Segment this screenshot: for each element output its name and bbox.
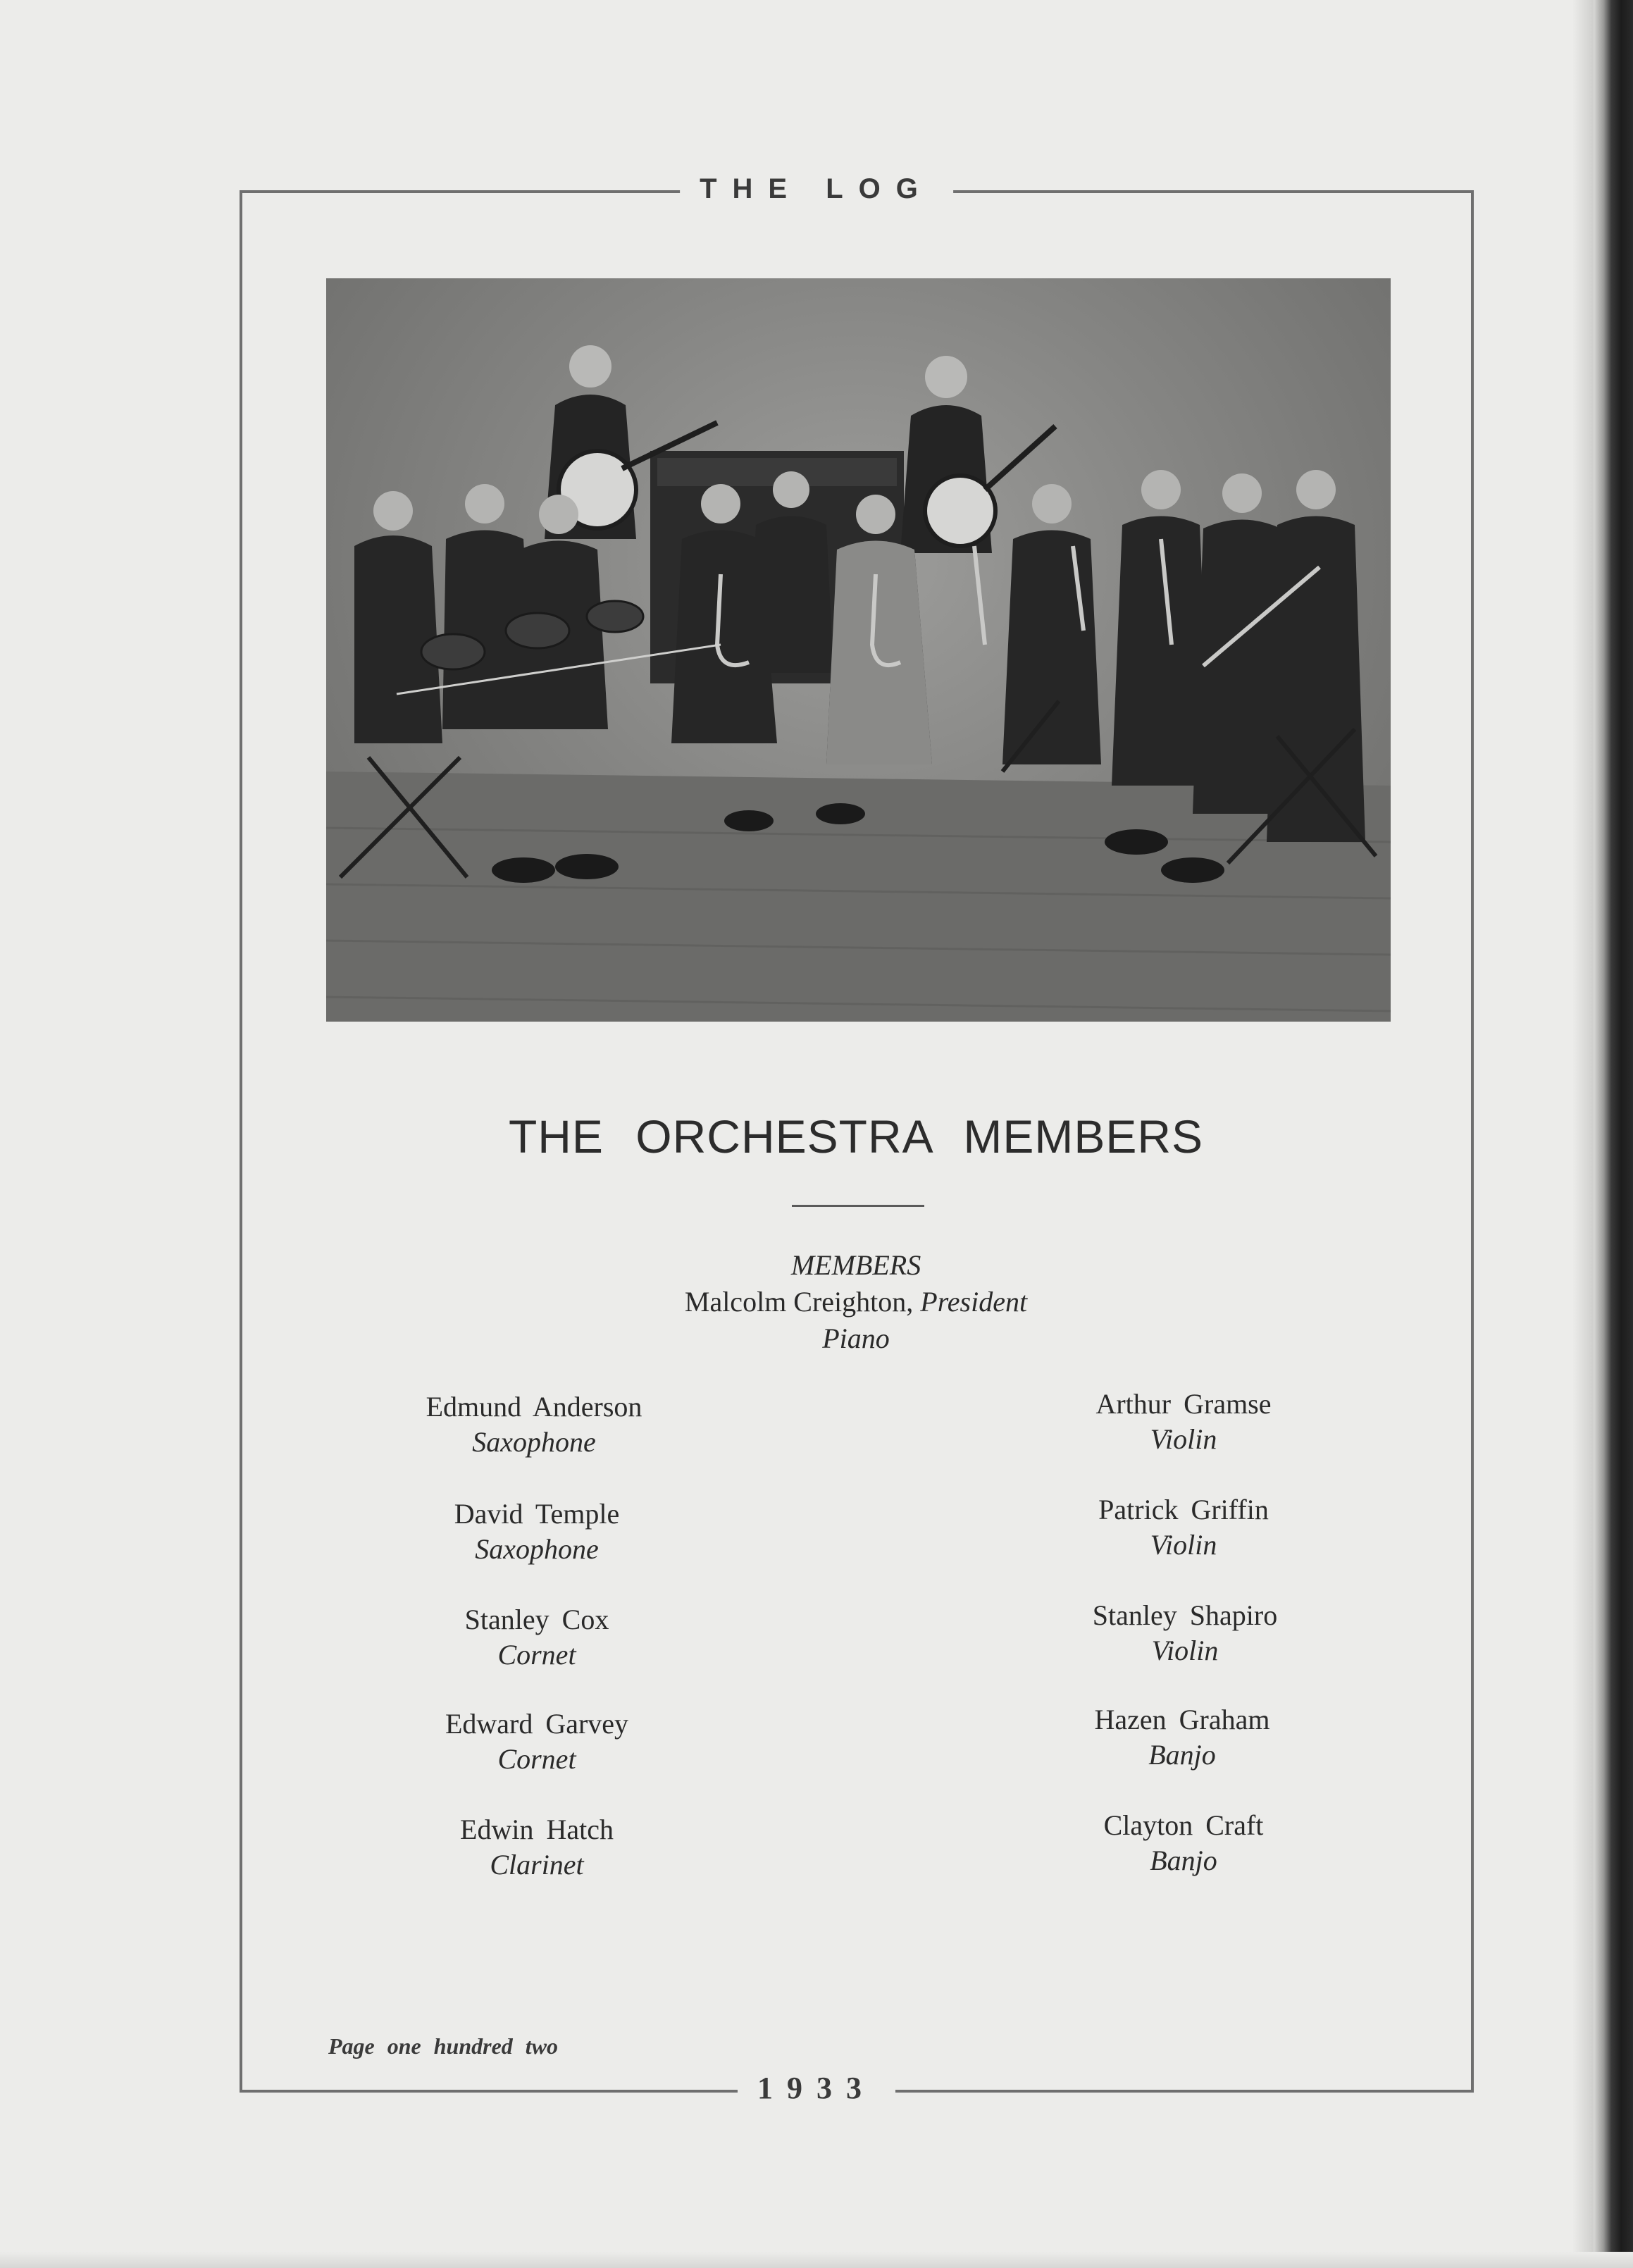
orchestra-photo [326, 278, 1391, 1022]
member-name: Clayton Craft [1103, 1809, 1264, 1841]
president-line [39, 1284, 1633, 1320]
president-instrument: Piano [822, 1322, 890, 1354]
member-instrument: Violin [1150, 1529, 1217, 1561]
member-entry [972, 1808, 1395, 1878]
member-name: Hazen Graham [1094, 1704, 1270, 1735]
president-name: Malcolm Creighton, [684, 1286, 914, 1318]
member-entry [325, 1706, 748, 1777]
member-name: Edwin Hatch [460, 1814, 614, 1845]
member-instrument: Clarinet [490, 1849, 584, 1880]
member-name: Edward Garvey [445, 1708, 629, 1740]
member-instrument: Violin [1151, 1635, 1219, 1666]
member-entry [325, 1602, 748, 1673]
member-entry [325, 1496, 748, 1567]
member-instrument: Saxophone [475, 1533, 599, 1565]
member-name: Stanley Cox [464, 1604, 609, 1635]
member-name: Arthur Gramse [1095, 1388, 1272, 1420]
member-instrument: Cornet [497, 1639, 576, 1671]
member-name: David Temple [454, 1498, 620, 1530]
member-name: Edmund Anderson [426, 1391, 642, 1423]
title-divider [792, 1205, 924, 1207]
member-instrument: Cornet [497, 1743, 576, 1775]
running-header: THE LOG [680, 173, 953, 205]
member-entry [972, 1387, 1395, 1457]
member-instrument: Banjo [1148, 1739, 1216, 1771]
member-instrument: Banjo [1150, 1845, 1217, 1876]
member-entry [323, 1389, 745, 1460]
president-role: President [920, 1286, 1028, 1318]
page-title: THE ORCHESTRA MEMBERS [508, 1110, 1204, 1163]
member-entry [325, 1812, 748, 1883]
member-name: Stanley Shapiro [1092, 1599, 1278, 1631]
member-entry [972, 1492, 1395, 1563]
member-instrument: Saxophone [472, 1426, 596, 1458]
page-bottom-edge [0, 2252, 1633, 2268]
orchestra-photo-illustration [326, 278, 1391, 1022]
members-heading: MEMBERS [790, 1249, 921, 1281]
member-entry [971, 1702, 1393, 1773]
member-instrument: Violin [1150, 1423, 1217, 1455]
running-footer-year: 1933 [738, 2070, 895, 2106]
member-entry [974, 1598, 1396, 1668]
member-name: Patrick Griffin [1098, 1494, 1269, 1525]
page-number: Page one hundred two [328, 2033, 559, 2059]
